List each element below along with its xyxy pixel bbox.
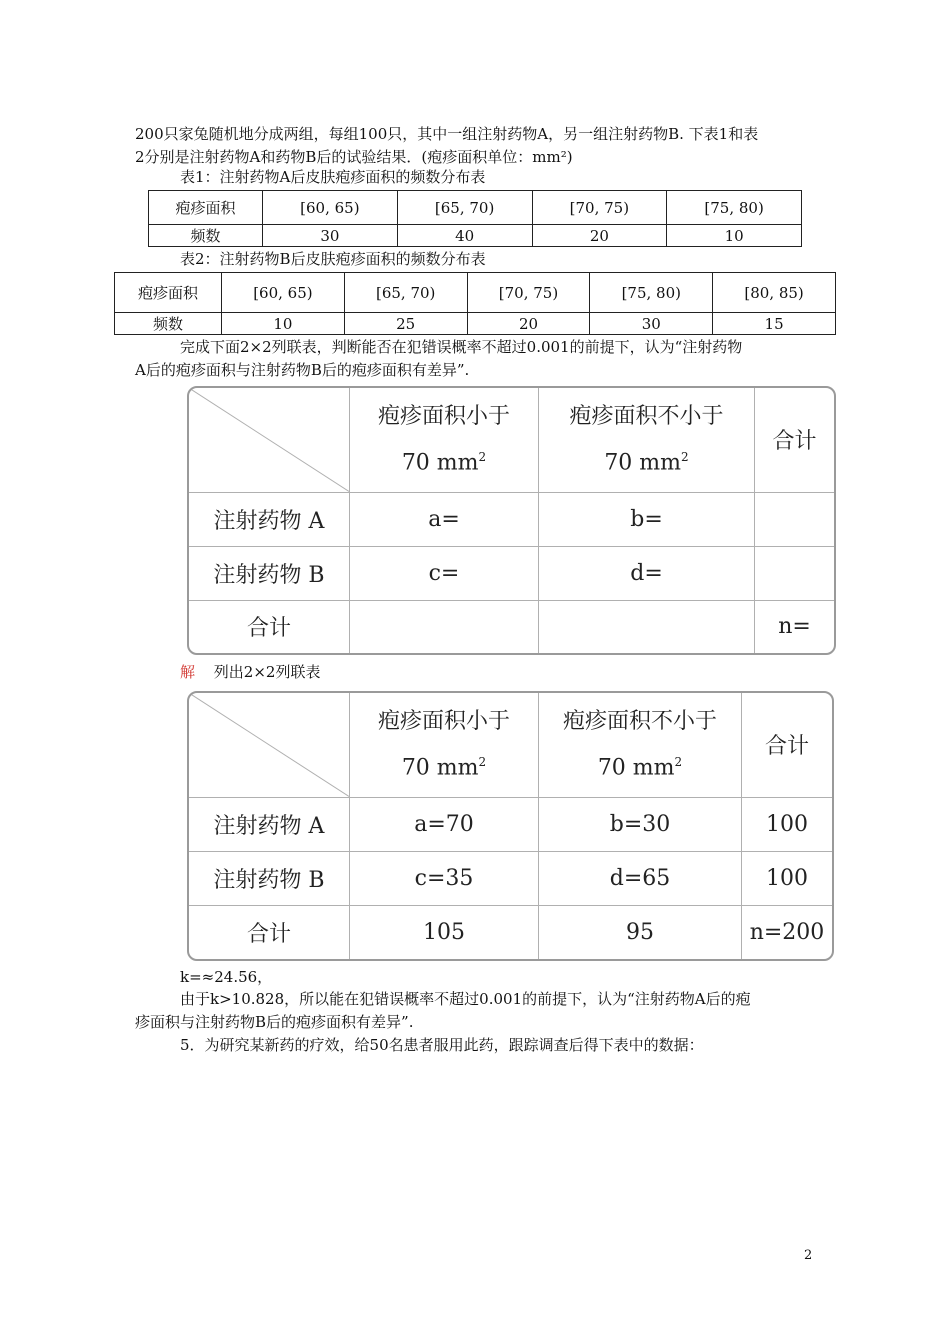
cell — [755, 492, 835, 546]
col-header-less-than — [350, 693, 539, 797]
table1-header: [60, 65) — [263, 191, 398, 225]
table2-cell: 30 — [590, 313, 713, 335]
table2-cell: 频数 — [115, 313, 222, 335]
row-label: 注射药物 B — [189, 546, 350, 600]
solution-label: 解 — [180, 663, 196, 681]
col-header-less-than — [350, 388, 539, 492]
cell: a= — [350, 492, 539, 546]
table1-cell: 30 — [263, 225, 398, 247]
table2-header: [70, 75) — [467, 273, 590, 313]
table2-header: [75, 80) — [590, 273, 713, 313]
cell: 95 — [539, 905, 742, 959]
cell: n= — [755, 600, 835, 653]
row-label: 注射药物 B — [189, 851, 350, 905]
solution-text: 列出2×2列联表 — [213, 663, 321, 681]
diagonal-header-cell — [189, 388, 350, 492]
table1-cell: 20 — [532, 225, 667, 247]
diagonal-line-icon — [189, 693, 349, 797]
table2-cell: 15 — [713, 313, 836, 335]
table1-header: [65, 70) — [397, 191, 532, 225]
col-header-line: 疱疹面积不小于 — [562, 708, 717, 734]
table2-cell: 20 — [467, 313, 590, 335]
table1-header: 疱疹面积 — [149, 191, 263, 225]
row-label: 注射药物 A — [189, 492, 350, 546]
row-label: 合计 — [189, 905, 350, 959]
unit-text: 70 mm — [401, 754, 479, 780]
col-header-total: 合计 — [755, 388, 835, 492]
page-number: 2 — [804, 1248, 813, 1263]
question-line-2: A后的疱疹面积与注射药物B后的疱疹面积有差异”. — [135, 361, 470, 379]
col-header-not-less-than — [539, 693, 742, 797]
intro-line-1: 200只家兔随机地分成两组，每组100只，其中一组注射药物A，另一组注射药物B. 下表1和表 — [135, 125, 759, 143]
table2-header: [60, 65) — [222, 273, 345, 313]
unit-superscript: 2 — [478, 754, 487, 769]
conclusion-line-1: 由于k>10.828，所以能在犯错误概率不超过0.001的前提下，认为“注射药物A后的疱 — [180, 990, 751, 1008]
col-header-unit — [539, 742, 741, 788]
cell — [755, 546, 835, 600]
cell: c= — [350, 546, 539, 600]
col-header-line: 疱疹面积小于 — [377, 708, 510, 734]
table1-header: [70, 75) — [532, 191, 667, 225]
question-line-1: 完成下面2×2列联表，判断能否在犯错误概率不超过0.001的前提下，认为“注射药物 — [180, 338, 743, 356]
table1-cell: 频数 — [149, 225, 263, 247]
cell: d=65 — [539, 851, 742, 905]
diagonal-header-cell — [189, 693, 350, 797]
col-header-not-less-than — [539, 388, 755, 492]
col-header-unit — [539, 437, 754, 483]
table1-cell: 40 — [397, 225, 532, 247]
cell: 105 — [350, 905, 539, 959]
col-header-total: 合计 — [742, 693, 833, 797]
conclusion-line-2: 疹面积与注射药物B后的疱疹面积有差异”. — [135, 1013, 414, 1031]
k-value-line: k=≈24.56， — [180, 968, 273, 986]
table2-caption: 表2：注射药物B后皮肤疱疹面积的频数分布表 — [180, 250, 486, 268]
unit-superscript: 2 — [681, 449, 689, 464]
cell — [539, 600, 755, 653]
cell: 100 — [742, 851, 833, 905]
unit-superscript: 2 — [478, 449, 487, 464]
unit-text: 70 mm — [597, 754, 675, 780]
col-header-unit — [350, 437, 538, 483]
col-header-line: 疱疹面积不小于 — [569, 403, 724, 429]
cell: c=35 — [350, 851, 539, 905]
intro-line-2: 2分别是注射药物A和药物B后的试验结果．(疱疹面积单位：mm²) — [135, 148, 573, 166]
cell: n=200 — [742, 905, 833, 959]
cell: b= — [539, 492, 755, 546]
unit-text: 70 mm — [604, 449, 682, 475]
unit-superscript: 2 — [674, 754, 683, 769]
cell: a=70 — [350, 797, 539, 851]
table2-header: 疱疹面积 — [115, 273, 222, 313]
cell: d= — [539, 546, 755, 600]
table1-header: [75, 80) — [667, 191, 802, 225]
solution-line — [180, 662, 320, 682]
table1-cell: 10 — [667, 225, 802, 247]
question-5: 5．为研究某新药的疗效，给50名患者服用此药，跟踪调查后得下表中的数据： — [180, 1036, 704, 1054]
diagonal-line-icon — [189, 388, 349, 492]
contingency-table-filled — [187, 691, 834, 961]
row-label: 注射药物 A — [189, 797, 350, 851]
col-header-line: 疱疹面积小于 — [377, 403, 510, 429]
unit-text: 70 mm — [401, 449, 479, 475]
table2-header: [80, 85) — [713, 273, 836, 313]
table1-caption: 表1：注射药物A后皮肤疱疹面积的频数分布表 — [180, 168, 486, 186]
table2 — [114, 272, 836, 335]
cell: b=30 — [539, 797, 742, 851]
col-header-unit — [350, 742, 538, 788]
contingency-table-blank — [187, 386, 836, 655]
cell — [350, 600, 539, 653]
table1 — [148, 190, 802, 247]
table2-header: [65, 70) — [344, 273, 467, 313]
row-label: 合计 — [189, 600, 350, 653]
cell: 100 — [742, 797, 833, 851]
table2-cell: 25 — [344, 313, 467, 335]
table2-cell: 10 — [222, 313, 345, 335]
